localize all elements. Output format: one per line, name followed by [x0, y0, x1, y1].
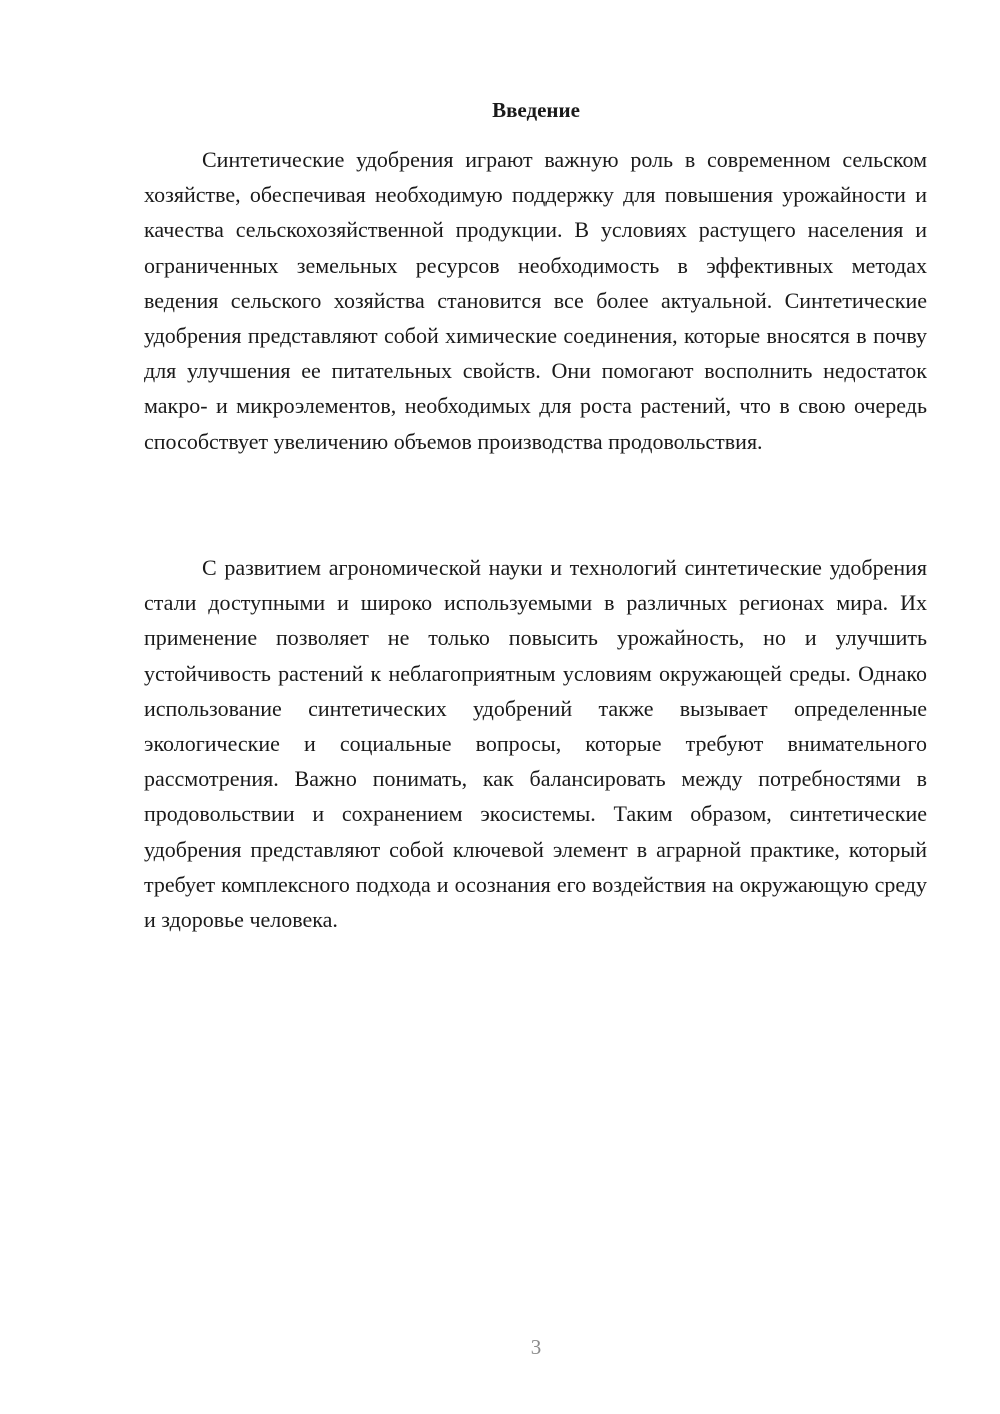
page-number: 3 [530, 1335, 542, 1359]
body-paragraph-2: С развитием агрономической науки и технологий синтетические удобрения стали доступными и широко используемыми в различных регионах мира. Их применение позволяет не только повысить урожайность, но и улучшить устойчивость растений к неблагоприятным условиям окружающей среды. Однако использование синтетических удобрений также вызывает определенные экологические и социальные вопросы, которые требуют внимательного рассмотрения. Важно понимать, как балансировать между потребностями в продовольствии и сохранением экосистемы. Таким образом, синтетические удобрения представляют собой ключевой элемент в аграрной практике, который требует комплексного подхода и осознания его воздействия на окружающую среду и здоровье человека. [144, 555, 927, 933]
body-paragraph-1: Синтетические удобрения играют важную роль в современном сельском хозяйстве, обеспечивая необходимую поддержку для повышения урожайности и качества сельскохозяйственной продукции. В условиях растущего населения и ограниченных земельных ресурсов необходимость в эффективных методах ведения сельского хозяйства становится все более актуальной. Синтетические удобрения представляют собой химические соединения, которые вносятся в почву для улучшения ее питательных свойств. Они помогают восполнить недостаток макро- и микроэлементов, необходимых для роста растений, что в свою очередь способствует увеличению объемов производства продовольствия. [144, 147, 927, 454]
section-heading: Введение [492, 98, 580, 122]
